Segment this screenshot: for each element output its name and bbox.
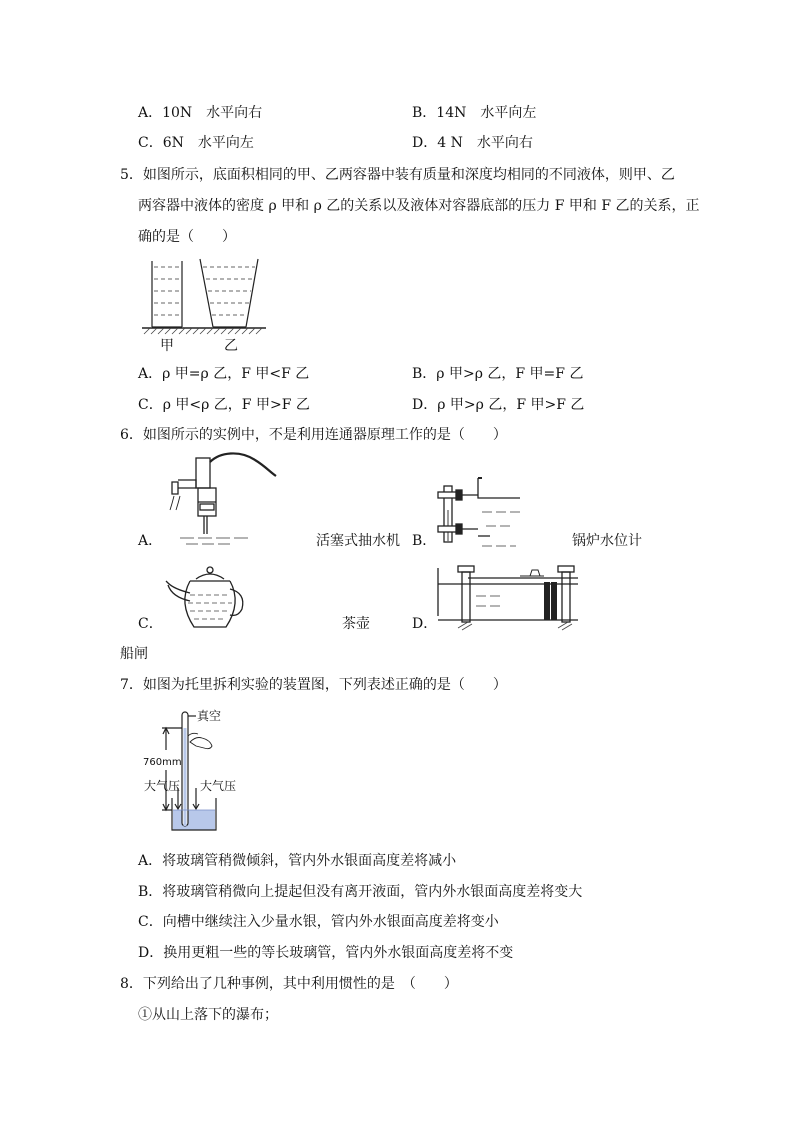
q7-stem: 7．如图为托里拆利实验的装置图，下列表述正确的是（ ） (120, 677, 507, 693)
q6-option-c-label: 茶壶 (342, 616, 370, 632)
q5-option-b: B．ρ 甲>ρ 乙，F 甲=F 乙 (412, 366, 584, 382)
q6-piston-pump-figure (150, 452, 280, 552)
q5-option-a: A．ρ 甲=ρ 乙，F 甲<F 乙 (138, 366, 310, 382)
q6-option-c-letter: C． (138, 616, 163, 632)
q7-fig-760mm-label: 760mm (143, 757, 182, 768)
q6-boiler-gauge-figure (430, 470, 530, 550)
q7-option-c: C．向槽中继续注入少量水银，管内外水银面高度差将变小 (138, 914, 499, 930)
q4-option-a: A．10N 水平向右 (138, 105, 263, 121)
q5-containers-figure (138, 255, 268, 355)
q7-fig-vacuum-label: 真空 (197, 709, 222, 723)
q5-stem-line2: 两容器中液体的密度 ρ 甲和 ρ 乙的关系以及液体对容器底部的压力 F 甲和 F 乙的关系，正 (138, 198, 700, 214)
q7-fig-atm-left-label: 大气压 (144, 779, 181, 793)
q6-option-d-label: 船闸 (120, 646, 148, 662)
q7-option-b: B．将玻璃管稍微向上提起但没有离开液面，管内外水银面高度差将变大 (138, 884, 583, 900)
q5-label-jia: 甲 (160, 338, 174, 354)
q6-ship-lock-figure (432, 556, 582, 636)
q4-option-d: D．4 N 水平向右 (412, 135, 533, 151)
q5-option-c: C．ρ 甲<ρ 乙，F 甲>F 乙 (138, 397, 310, 413)
container-jia (152, 261, 182, 327)
q6-option-a-letter: A． (138, 533, 163, 549)
q6-option-a-label: 活塞式抽水机 (316, 533, 400, 549)
q6-option-b-label: 锅炉水位计 (572, 533, 642, 549)
q7-option-a: A．将玻璃管稍微倾斜，管内外水银面高度差将减小 (138, 853, 457, 869)
q8-item-1: ①从山上落下的瀑布； (138, 1007, 278, 1023)
container-yi (200, 259, 258, 327)
q7-torricelli-figure (140, 706, 250, 834)
q6-option-d-letter: D． (412, 616, 438, 632)
q4-option-c: C．6N 水平向左 (138, 135, 254, 151)
q8-stem: 8．下列给出了几种事例，其中利用惯性的是 （ ） (120, 976, 458, 992)
q6-stem: 6．如图所示的实例中，不是利用连通器原理工作的是（ ） (120, 427, 507, 443)
q7-fig-atm-right-label: 大气压 (200, 779, 237, 793)
q5-label-yi: 乙 (224, 338, 238, 354)
q6-option-b-letter: B． (412, 533, 437, 549)
q7-option-d: D．换用更粗一些的等长玻璃管，管内外水银面高度差将不变 (138, 945, 514, 961)
q6-teapot-figure (160, 563, 260, 643)
q4-option-b: B．14N 水平向左 (412, 105, 537, 121)
q5-stem-line3: 确的是（ ） (138, 229, 236, 245)
q5-stem-line1: 5．如图所示，底面积相同的甲、乙两容器中装有质量和深度均相同的不同液体，则甲、乙 (120, 167, 675, 183)
q5-option-d: D．ρ 甲>ρ 乙，F 甲>F 乙 (412, 397, 585, 413)
mercury-trough-fill (173, 810, 215, 830)
